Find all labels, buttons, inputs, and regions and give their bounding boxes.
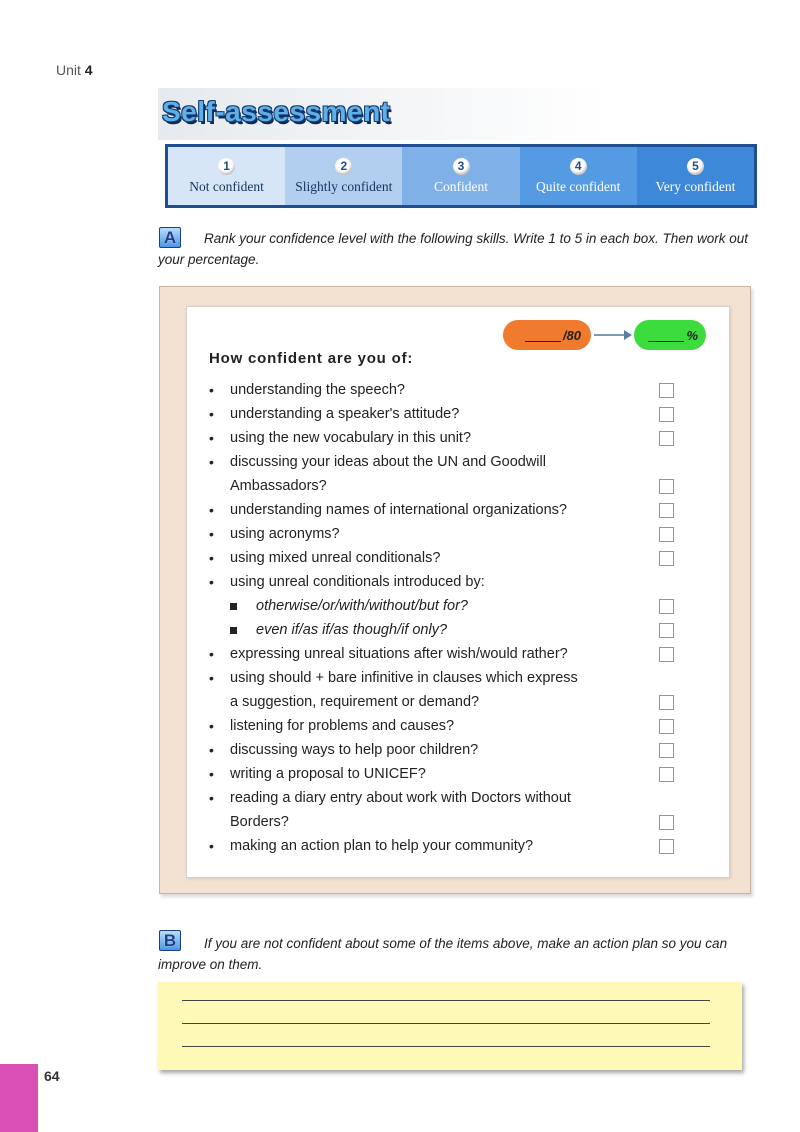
skill-item (209, 714, 689, 738)
rating-box[interactable] (659, 407, 674, 422)
scale-label: Confident (434, 178, 488, 194)
skill-text: understanding a speaker's attitude? (230, 406, 460, 422)
writing-line[interactable] (182, 1000, 710, 1001)
page-title: Self-assessment (162, 96, 391, 127)
square-bullet-icon (230, 627, 237, 634)
skill-text: expressing unreal situations after wish/would rather? (230, 646, 568, 662)
skill-item (209, 522, 689, 546)
scale-item (402, 147, 519, 205)
bullet-icon: • (209, 838, 214, 854)
skill-text: writing a proposal to UNICEF? (230, 766, 426, 782)
scale-item (637, 147, 754, 205)
rating-box[interactable] (659, 383, 674, 398)
score-total-label: /80 (562, 327, 581, 343)
rating-box[interactable] (659, 719, 674, 734)
confidence-scale (165, 144, 757, 208)
section-b-instruction (158, 933, 748, 975)
score-total-field[interactable] (503, 320, 591, 350)
skill-text: otherwise/or/with/without/but for? (256, 598, 468, 614)
rating-box[interactable] (659, 599, 674, 614)
skills-list (209, 378, 689, 858)
scale-number-icon: 2 (335, 158, 352, 175)
unit-label (56, 62, 93, 78)
rating-box[interactable] (659, 551, 674, 566)
scale-label: Quite confident (536, 178, 621, 194)
action-plan-box[interactable] (158, 982, 742, 1070)
arrow-line (594, 334, 628, 336)
score-blank (525, 329, 561, 342)
scale-item (285, 147, 402, 205)
scale-item (520, 147, 637, 205)
skill-text: using should + bare infinitive in clauses which express (230, 670, 578, 686)
bullet-icon: • (209, 430, 214, 446)
bullet-icon: • (209, 454, 214, 470)
skill-item (209, 402, 689, 426)
scale-label: Slightly confident (295, 178, 393, 194)
skill-item (209, 810, 689, 834)
skill-text: even if/as if/as though/if only? (256, 622, 448, 638)
section-a-badge: A (159, 227, 181, 248)
bullet-icon: • (209, 526, 214, 542)
scale-item (168, 147, 285, 205)
writing-line[interactable] (182, 1023, 710, 1024)
rating-box[interactable] (659, 767, 674, 782)
rating-box[interactable] (659, 623, 674, 638)
page-number: 64 (44, 1068, 60, 1084)
skill-text: discussing ways to help poor children? (230, 742, 479, 758)
skill-text: using acronyms? (230, 526, 340, 542)
skill-text: using the new vocabulary in this unit? (230, 430, 472, 446)
unit-word: Unit (56, 62, 81, 78)
scale-number-icon: 4 (570, 158, 587, 175)
skill-text: discussing your ideas about the UN and Goodwill (230, 454, 546, 470)
unit-number: 4 (84, 62, 93, 78)
bullet-icon: • (209, 550, 214, 566)
bullet-icon: • (209, 406, 214, 422)
skill-text: using unreal conditionals introduced by: (230, 574, 485, 590)
scale-number-icon: 3 (453, 158, 470, 175)
rating-box[interactable] (659, 527, 674, 542)
bullet-icon: • (209, 766, 214, 782)
bullet-icon: • (209, 790, 214, 806)
skill-item (209, 378, 689, 402)
rating-box[interactable] (659, 647, 674, 662)
skill-item (209, 690, 689, 714)
bullet-icon: • (209, 382, 214, 398)
skill-text: using mixed unreal conditionals? (230, 550, 441, 566)
skills-heading: How confident are you of: (209, 350, 414, 367)
scale-label: Not confident (189, 178, 264, 194)
bullet-icon: • (209, 646, 214, 662)
rating-box[interactable] (659, 431, 674, 446)
score-percent-field[interactable] (634, 320, 706, 350)
rating-box[interactable] (659, 695, 674, 710)
skill-text: Ambassadors? (230, 478, 327, 494)
page-tab (0, 1064, 38, 1132)
skill-item (209, 498, 689, 522)
rating-box[interactable] (659, 839, 674, 854)
title-band (158, 88, 758, 140)
score-percent-label: % (686, 327, 698, 343)
skill-text: understanding names of international organizations? (230, 502, 567, 518)
skill-text: reading a diary entry about work with Doctors without (230, 790, 571, 806)
bullet-icon: • (209, 670, 214, 686)
bullet-icon: • (209, 718, 214, 734)
bullet-icon: • (209, 742, 214, 758)
skill-item (209, 474, 689, 498)
skill-text: understanding the speech? (230, 382, 405, 398)
skill-item (209, 738, 689, 762)
skill-item (209, 450, 689, 474)
skill-item (209, 786, 689, 810)
rating-box[interactable] (659, 743, 674, 758)
skill-text: making an action plan to help your community? (230, 838, 534, 854)
square-bullet-icon (230, 603, 237, 610)
skill-item (209, 546, 689, 570)
rating-box[interactable] (659, 479, 674, 494)
arrow-right-icon (624, 330, 632, 340)
rating-box[interactable] (659, 503, 674, 518)
section-b-text: If you are not confident about some of the items above, make an action plan so you can improve on them. (158, 936, 728, 972)
skill-item (209, 570, 689, 594)
skill-text: listening for problems and causes? (230, 718, 455, 734)
percent-blank (648, 329, 684, 342)
skill-item (209, 834, 689, 858)
section-a-text: Rank your confidence level with the following skills. Write 1 to 5 in each box. Then work out your percentage. (158, 231, 749, 267)
section-a-instruction (158, 228, 748, 270)
scale-number-icon: 5 (687, 158, 704, 175)
skill-text: a suggestion, requirement or demand? (230, 694, 480, 710)
bullet-icon: • (209, 502, 214, 518)
bullet-icon: • (209, 574, 214, 590)
writing-line[interactable] (182, 1046, 710, 1047)
skill-text: Borders? (230, 814, 289, 830)
rating-box[interactable] (659, 815, 674, 830)
scale-label: Very confident (655, 178, 736, 194)
section-b-badge: B (159, 930, 181, 951)
skill-item (209, 426, 689, 450)
scale-number-icon: 1 (218, 158, 235, 175)
skill-item (209, 642, 689, 666)
skill-item (209, 666, 689, 690)
skill-item (209, 618, 689, 642)
skill-item (209, 594, 689, 618)
skill-item (209, 762, 689, 786)
